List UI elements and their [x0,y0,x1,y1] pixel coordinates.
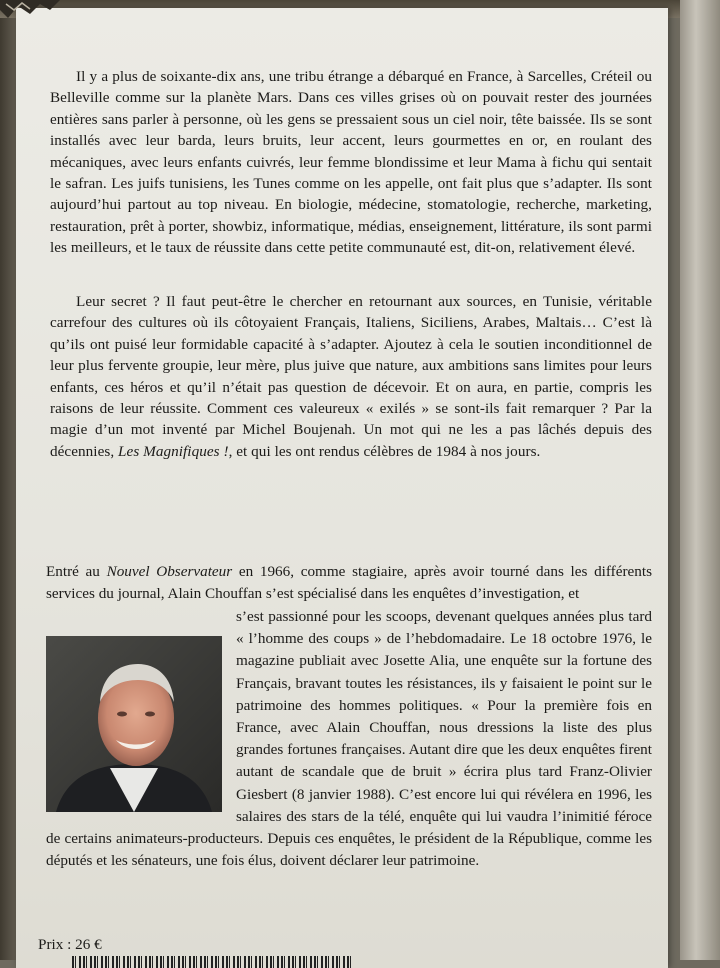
book-back-cover [16,8,668,968]
book-title: Les Magnifiques ! [118,442,229,460]
top-left-decoration-icon [0,0,60,24]
summary-paragraph-2 [50,291,652,462]
bio-continuation: s’est passionné pour les scoops, devenant quelques années plus tard « l’homme des coups » de l’hebdomadaire. Le 18 octobre 1976, le magazine publiait avec Josette Alia, une enquête sur la fortune des Français, bravant toutes les résistances, ils y faisaient le point sur le patrimoine des hommes politiques. « Pour la première fois en France, avec Alain Chouffan, nous dressions la liste des plus grandes fortunes françaises. Autant dire que les deux enquêtes firent autant de scandale que de bruit » écrira plus tard Franz-Olivier Giesbert (8 janvier 1988). C’est encore lui qui révélera en 1996, les salaires des stars de la télé, enquête qui lui vaudra l’inimitié féroce de certains animateurs-producteurs. Depuis ces enquêtes, le président de la République, comme les députés et les sénateurs, une fois élus, doivent déclarer leur patrimoine. [46,608,652,870]
background-right-edge [680,0,720,960]
bio-intro-end: en 1966, comme stagiaire, après avoir tourné dans les différents services du journal, Alain Chouffan s’est spécialisé dans les enquêtes d’investigation, et [46,563,652,603]
summary-paragraph-1: Il y a plus de soixante-dix ans, une tribu étrange a débarqué en France, à Sarcelles, Créteil ou Belleville comme sur la planète Mars. Dans ces villes grises où on pouvait rester des journées entières sans parler à personne, où les gens se pressaient sous un ciel noir, tête baissée. Ils se sont installés avec leur barda, leurs bruits, leur accent, leurs gourmettes en or, en roulant des mécaniques, avec leurs enfants cuivrés, leur femme blondissime et leur Mama à fichu qui sentait le safran. Les juifs tunisiens, les Tunes comme on les appelle, ont fait plus que s’adapter. Ils sont aujourd’hui partout au top niveau. En biologie, médecine, stomatologie, recherche, marketing, restauration, prêt à porter, showbiz, informatique, médias, enseignement, littérature, ils sont parmi les meilleurs, et le taux de réussite dans cette petite communauté est, dit-on, relativement élevé. [50,68,652,257]
price-label: Prix : 26 € [38,936,102,953]
author-portrait-icon [46,636,222,812]
magazine-name: Nouvel Observateur [106,563,233,580]
summary-paragraph-2-text: Leur secret ? Il faut peut-être le chercher en retournant aux sources, en Tunisie, véritable carrefour des cultures où ils côtoyaient Français, Italiens, Siciliens, Arabes, Maltais… C’est là qu’ils ont puisé leur formidable capacité à s’adapter. Ajoutez à cela le soutien inconditionnel de leur plus fervente groupie, leur mère, plus juive que nature, aux ambitions sans limites pour leurs enfants, ces héros et qu’il n’était pas question de décevoir. Et on aura, en partie, compris les raisons de leur réussite. Comment ces valeureux « exilés » se sont-ils fait remarquer ? Par la magie d’un mot inventé par Michel Boujenah. Un mot qui ne les a pas lâchés depuis des décennies, [50,293,652,460]
summary-paragraph-2-end: , et qui les ont rendus célèbres de 1984 à nos jours. [228,442,541,460]
barcode-icon [72,956,352,968]
bio-intro-start: Entré au [46,563,107,580]
author-bio-intro [46,561,652,606]
author-bio-body [46,606,652,872]
